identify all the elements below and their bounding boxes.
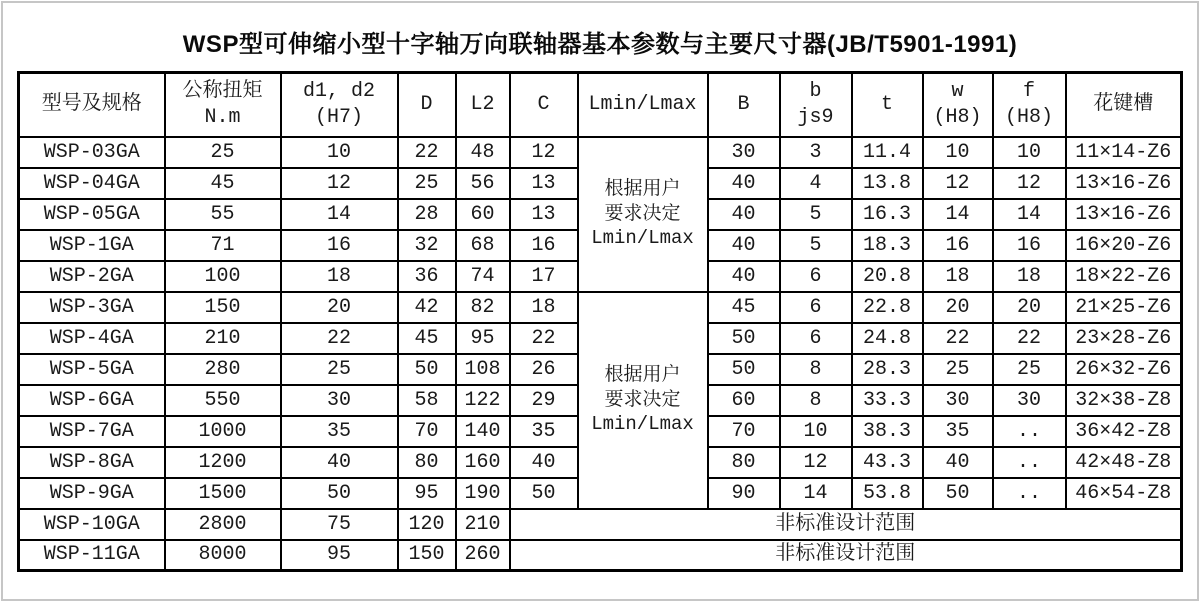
table-cell: 56	[456, 168, 510, 199]
cell-line: 公称扭矩	[182, 79, 263, 103]
cell-line: B	[737, 92, 750, 116]
table-cell: 35	[281, 416, 398, 447]
lmin-note-group1	[578, 137, 708, 292]
table-cell: 16	[993, 230, 1066, 261]
table-cell: 35	[923, 416, 993, 447]
table-cell: WSP-3GA	[19, 292, 165, 323]
header-model	[19, 73, 165, 137]
table-cell: WSP-11GA	[19, 540, 165, 571]
table-cell: 18	[923, 261, 993, 292]
table-cell: WSP-7GA	[19, 416, 165, 447]
table-cell: 16	[281, 230, 398, 261]
table-cell: 8000	[165, 540, 281, 571]
table-cell: 36×42-Z8	[1066, 416, 1182, 447]
table-cell: WSP-6GA	[19, 385, 165, 416]
table-cell: 12	[510, 137, 578, 168]
table-cell: 210	[165, 323, 281, 354]
header-L2	[456, 73, 510, 137]
table-cell: 45	[165, 168, 281, 199]
table-cell: 6	[780, 323, 852, 354]
table-cell: WSP-04GA	[19, 168, 165, 199]
table-cell: 70	[398, 416, 456, 447]
table-cell: 210	[456, 509, 510, 540]
cell-line: 花键槽	[1093, 92, 1154, 116]
table-cell: 16	[510, 230, 578, 261]
table-cell: 25	[993, 354, 1066, 385]
header-d1d2	[281, 73, 398, 137]
table-cell: 10	[993, 137, 1066, 168]
table-cell: 74	[456, 261, 510, 292]
table-cell: 40	[708, 230, 780, 261]
cell-line: Lmin/Lmax	[591, 413, 694, 436]
header-torque	[165, 73, 281, 137]
table-cell: 22	[398, 137, 456, 168]
table-row	[19, 292, 1182, 323]
cell-line: f	[1022, 79, 1035, 103]
header-lmin-lmax	[578, 73, 708, 137]
cell-line: D	[420, 92, 433, 116]
table-cell: WSP-05GA	[19, 199, 165, 230]
table-cell: 20	[281, 292, 398, 323]
table-cell: 50	[923, 478, 993, 509]
table-cell: 40	[281, 447, 398, 478]
cell-line: N.m	[204, 105, 241, 129]
nonstandard-note: 非标准设计范围	[510, 540, 1182, 571]
table-cell: 24.8	[852, 323, 923, 354]
table-cell: 38.3	[852, 416, 923, 447]
table-cell: 50	[708, 323, 780, 354]
table-cell: 12	[993, 168, 1066, 199]
cell-line: d1, d2	[302, 79, 375, 103]
table-cell: 22	[281, 323, 398, 354]
table-cell: 30	[993, 385, 1066, 416]
table-cell: WSP-4GA	[19, 323, 165, 354]
table-cell: 26	[510, 354, 578, 385]
table-cell: 10	[281, 137, 398, 168]
table-cell: WSP-1GA	[19, 230, 165, 261]
table-row	[19, 540, 1182, 571]
table-cell: 42×48-Z8	[1066, 447, 1182, 478]
table-cell: 42	[398, 292, 456, 323]
header-b-js9	[780, 73, 852, 137]
cell-line: C	[537, 92, 550, 116]
table-cell: ..	[993, 478, 1066, 509]
table-cell: 16×20-Z6	[1066, 230, 1182, 261]
table-cell: 28	[398, 199, 456, 230]
table-cell: 1000	[165, 416, 281, 447]
cell-line: js9	[797, 105, 834, 129]
table-cell: 6	[780, 261, 852, 292]
header-f	[993, 73, 1066, 137]
table-cell: 90	[708, 478, 780, 509]
table-cell: 160	[456, 447, 510, 478]
table-cell: 2800	[165, 509, 281, 540]
table-cell: 50	[708, 354, 780, 385]
table-cell: 32×38-Z8	[1066, 385, 1182, 416]
table-cell: 53.8	[852, 478, 923, 509]
table-cell: 50	[398, 354, 456, 385]
table-cell: 4	[780, 168, 852, 199]
table-cell: 30	[708, 137, 780, 168]
table-cell: 18.3	[852, 230, 923, 261]
cell-line: Lmin/Lmax	[591, 227, 694, 250]
header-w	[923, 73, 993, 137]
table-cell: 35	[510, 416, 578, 447]
header-C	[510, 73, 578, 137]
table-cell: WSP-10GA	[19, 509, 165, 540]
table-cell: 95	[456, 323, 510, 354]
table-cell: 80	[398, 447, 456, 478]
table-cell: 5	[780, 230, 852, 261]
table-cell: 40	[708, 199, 780, 230]
table-cell: 100	[165, 261, 281, 292]
cell-line: w	[951, 79, 964, 103]
table-cell: 140	[456, 416, 510, 447]
table-cell: 30	[281, 385, 398, 416]
cell-line: t	[880, 92, 893, 116]
table-cell: 32	[398, 230, 456, 261]
table-cell: 50	[510, 478, 578, 509]
table-cell: 82	[456, 292, 510, 323]
table-cell: 45	[398, 323, 456, 354]
table-cell: 70	[708, 416, 780, 447]
lmin-note-group2	[578, 292, 708, 509]
table-cell: WSP-5GA	[19, 354, 165, 385]
table-cell: 13	[510, 168, 578, 199]
table-cell: 22	[510, 323, 578, 354]
table-cell: 30	[923, 385, 993, 416]
cell-line: 根据用户	[604, 363, 681, 386]
table-cell: 10	[923, 137, 993, 168]
table-cell: 95	[398, 478, 456, 509]
table-cell: 550	[165, 385, 281, 416]
table-cell: 120	[398, 509, 456, 540]
table-cell: 11×14-Z6	[1066, 137, 1182, 168]
table-cell: 46×54-Z8	[1066, 478, 1182, 509]
table-cell: 3	[780, 137, 852, 168]
table-cell: 36	[398, 261, 456, 292]
table-cell: 108	[456, 354, 510, 385]
table-cell: 150	[398, 540, 456, 571]
table-cell: 260	[456, 540, 510, 571]
cell-line: b	[809, 79, 822, 103]
header-spline	[1066, 73, 1182, 137]
table-cell: 16	[923, 230, 993, 261]
table-cell: 17	[510, 261, 578, 292]
table-cell: 25	[281, 354, 398, 385]
cell-line: 要求决定	[604, 388, 681, 411]
table-cell: 14	[281, 199, 398, 230]
table-cell: 23×28-Z6	[1066, 323, 1182, 354]
table-cell: 25	[923, 354, 993, 385]
table-cell: 21×25-Z6	[1066, 292, 1182, 323]
table-cell: 122	[456, 385, 510, 416]
table-row	[19, 509, 1182, 540]
table-cell: 68	[456, 230, 510, 261]
table-cell: 50	[281, 478, 398, 509]
table-cell: 28.3	[852, 354, 923, 385]
cell-line: 根据用户	[604, 177, 681, 200]
table-cell: 150	[165, 292, 281, 323]
table-cell: 18	[510, 292, 578, 323]
table-cell: 13.8	[852, 168, 923, 199]
header-D	[398, 73, 456, 137]
cell-line: 型号及规格	[41, 92, 142, 116]
table-cell: 20	[923, 292, 993, 323]
table-cell: 20.8	[852, 261, 923, 292]
table-cell: WSP-03GA	[19, 137, 165, 168]
table-cell: 16.3	[852, 199, 923, 230]
table-cell: 6	[780, 292, 852, 323]
table-cell: 13×16-Z6	[1066, 199, 1182, 230]
table-cell: 55	[165, 199, 281, 230]
table-cell: 8	[780, 385, 852, 416]
table-cell: 12	[923, 168, 993, 199]
table-cell: 13×16-Z6	[1066, 168, 1182, 199]
table-cell: 280	[165, 354, 281, 385]
table-cell: 1200	[165, 447, 281, 478]
table-cell: 43.3	[852, 447, 923, 478]
table-cell: 40	[923, 447, 993, 478]
table-cell: 14	[923, 199, 993, 230]
table-cell: 20	[993, 292, 1066, 323]
table-cell: 75	[281, 509, 398, 540]
table-cell: 13	[510, 199, 578, 230]
table-cell: WSP-8GA	[19, 447, 165, 478]
table-cell: WSP-9GA	[19, 478, 165, 509]
table-cell: 58	[398, 385, 456, 416]
cell-line: Lmin/Lmax	[588, 92, 697, 116]
cell-line: L2	[470, 92, 495, 116]
nonstandard-note: 非标准设计范围	[510, 509, 1182, 540]
table-cell: 11.4	[852, 137, 923, 168]
table-cell: 14	[993, 199, 1066, 230]
table-cell: 18	[993, 261, 1066, 292]
table-cell: 45	[708, 292, 780, 323]
table-head-row	[19, 73, 1182, 137]
table-cell: 48	[456, 137, 510, 168]
table-cell: 10	[780, 416, 852, 447]
table-cell: 22	[923, 323, 993, 354]
table-cell: 29	[510, 385, 578, 416]
table-cell: 25	[165, 137, 281, 168]
table-cell: 60	[708, 385, 780, 416]
table-cell: WSP-2GA	[19, 261, 165, 292]
table-cell: 1500	[165, 478, 281, 509]
table-cell: ..	[993, 416, 1066, 447]
spec-table	[17, 71, 1183, 572]
table-cell: 40	[708, 261, 780, 292]
table-cell: 18	[281, 261, 398, 292]
table-cell: 8	[780, 354, 852, 385]
table-body	[19, 137, 1182, 571]
table-cell: 95	[281, 540, 398, 571]
table-cell: 25	[398, 168, 456, 199]
table-cell: 14	[780, 478, 852, 509]
page-title: WSP型可伸缩小型十字轴万向联轴器基本参数与主要尺寸器(JB/T5901-1991)	[182, 31, 1018, 58]
table-cell: 80	[708, 447, 780, 478]
table-cell: 12	[780, 447, 852, 478]
table-cell: 190	[456, 478, 510, 509]
table-cell: 22	[993, 323, 1066, 354]
table-cell: 22.8	[852, 292, 923, 323]
table-cell: ..	[993, 447, 1066, 478]
header-t	[852, 73, 923, 137]
table-cell: 40	[708, 168, 780, 199]
table-cell: 18×22-Z6	[1066, 261, 1182, 292]
cell-line: (H7)	[314, 105, 363, 129]
table-cell: 40	[510, 447, 578, 478]
table-cell: 33.3	[852, 385, 923, 416]
table-row	[19, 137, 1182, 168]
table-cell: 71	[165, 230, 281, 261]
table-cell: 60	[456, 199, 510, 230]
table-cell: 26×32-Z6	[1066, 354, 1182, 385]
table-cell: 5	[780, 199, 852, 230]
header-B	[708, 73, 780, 137]
cell-line: (H8)	[1004, 105, 1053, 129]
cell-line: 要求决定	[604, 202, 681, 225]
cell-line: (H8)	[933, 105, 982, 129]
table-cell: 12	[281, 168, 398, 199]
